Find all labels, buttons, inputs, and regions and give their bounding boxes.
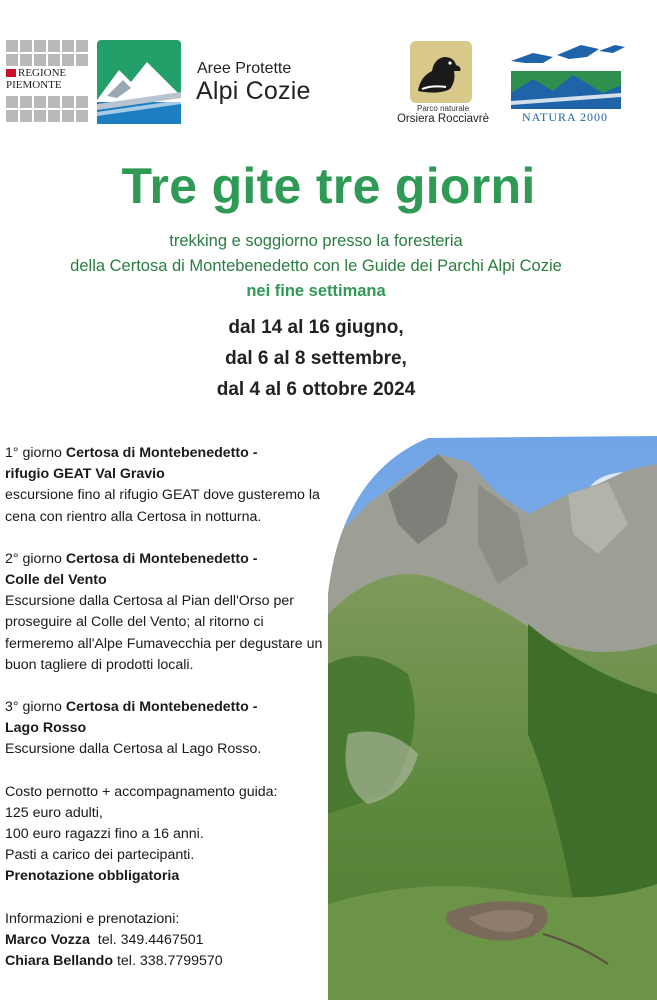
parco-naturale-label: Parco naturale <box>416 104 470 113</box>
subtitle-line-1: trekking e soggiorno presso la foresteria <box>169 232 463 250</box>
marmot-logo <box>410 41 472 103</box>
contact-phone: tel. 338.7799570 <box>116 953 223 970</box>
day-3-destination: Lago Rosso <box>5 720 87 737</box>
day-1-destination: rifugio GEAT Val Gravio <box>5 466 165 483</box>
alpi-cozie-mountain-logo <box>97 40 181 124</box>
alpi-cozie-label: Alpi Cozie <box>196 77 311 105</box>
natura-2000-logo <box>503 41 627 125</box>
day-3-description: Escursione dalla Certosa al Lago Rosso. <box>5 741 262 758</box>
aree-protette-label: Aree Protette <box>197 60 292 77</box>
subtitle-line-2: della Certosa di Montebenedetto con le Guide dei Parchi Alpi Cozie <box>70 257 562 275</box>
cost-adults: 125 euro adulti, <box>5 804 103 821</box>
contact-phone: tel. 349.4467501 <box>97 931 204 948</box>
date-october: dal 4 al 6 ottobre 2024 <box>216 379 416 400</box>
contact-name: Chiara Bellando <box>5 953 114 970</box>
mountain-landscape-photo <box>328 434 657 1000</box>
page-title: Tre gite tre giorni <box>121 158 536 214</box>
day-2-destination: Colle del Vento <box>5 572 107 589</box>
contact-row <box>5 930 325 951</box>
booking-required: Prenotazione obbligatoria <box>5 868 180 885</box>
contacts-intro: Informazioni e prenotazioni: <box>5 910 180 927</box>
date-september: dal 6 al 8 settembre, <box>225 348 407 369</box>
regione-piemonte-label: REGIONE PIEMONTE <box>6 67 67 91</box>
cost-kids: 100 euro ragazzi fino a 16 anni. <box>5 826 204 843</box>
day-3-heading: 3° giorno Certosa di Montebenedetto - <box>5 699 258 716</box>
day-1-description: escursione fino al rifugio GEAT dove gusteremo la cena con rientro alla Certosa in notturna. <box>5 487 320 525</box>
cost-intro: Costo pernotto + accompagnamento guida: <box>5 783 278 800</box>
piemonte-flag-icon <box>6 69 16 77</box>
cost-meals: Pasti a carico dei partecipanti. <box>5 847 195 864</box>
day-1-heading: 1° giorno Certosa di Montebenedetto - <box>5 445 258 461</box>
date-june: dal 14 al 16 giugno, <box>228 317 404 338</box>
day-2-heading: 2° giorno Certosa di Montebenedetto - <box>5 550 258 567</box>
orsiera-rocciavre-label: Orsiera Rocciavrè <box>396 113 490 125</box>
contact-name: Marco Vozza <box>5 931 90 948</box>
natura-2000-label: NATURA 2000 <box>521 110 609 124</box>
program-description <box>5 443 325 972</box>
subtitle-weekends: nei fine settimana <box>246 282 386 300</box>
contact-row <box>5 951 325 972</box>
day-2-description: Escursione dalla Certosa al Pian dell'Orso per proseguire al Colle del Vento; al ritorno ci fermeremo all'Alpe Fumavecchia per degustare un buon tagliere di prodotti locali. <box>5 593 323 673</box>
